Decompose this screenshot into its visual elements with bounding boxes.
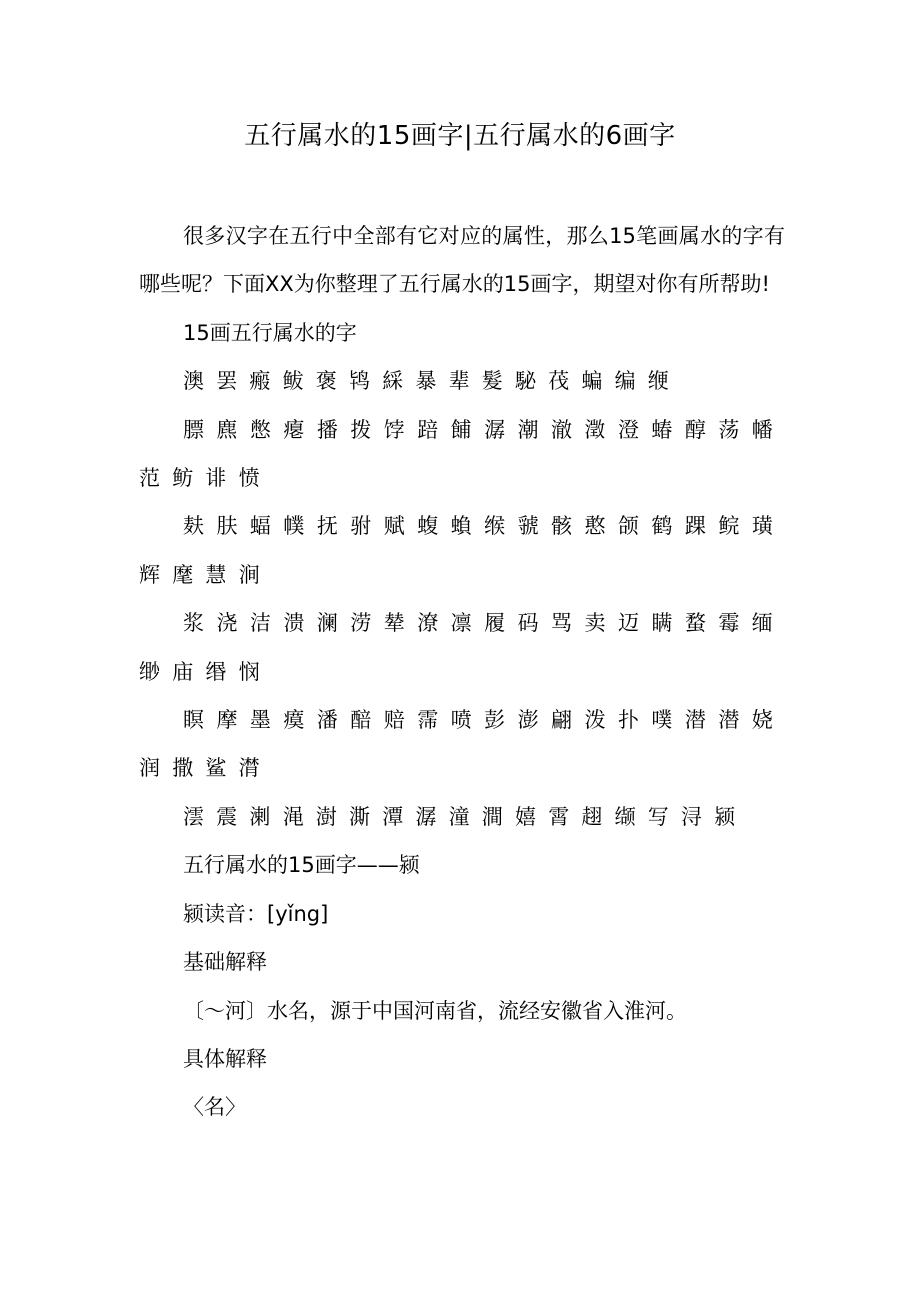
character-list: 麸肤蝠幞抚驸赋蝮蝜缑虢骸憨颌鹤踝鲩璜辉麾慧涧 xyxy=(139,514,785,587)
part-of-speech-label: 〈名〉 xyxy=(183,1095,246,1120)
character-list: 膘麃憋瘪播拨饽踣餔潺潮澈澂澄蝽醇荡幡范鲂诽愤 xyxy=(139,417,785,491)
document-title: 五行属水的15画字|五行属水的6画字 xyxy=(244,121,676,151)
detailed-explanation-heading: 具体解释 xyxy=(183,1046,267,1071)
basic-explanation-text: 〔～河〕水名，源于中国河南省，流经安徽省入淮河。 xyxy=(183,998,687,1023)
subsection-heading: 五行属水的15画字——颍 xyxy=(183,853,420,878)
character-list: 澐震溂渑澍澌潭潺潼澗嬉霄趐缬写浔颍 xyxy=(183,804,748,829)
character-list: 澳罢瘢鲅褒鸨綵暴辈髮駜茷蝙编缏 xyxy=(183,369,681,394)
section-heading: 15画五行属水的字 xyxy=(183,320,357,345)
pronunciation-line: 颍读音：[yǐng] xyxy=(183,901,329,926)
character-list: 浆浇洁溃澜涝辇潦凛履码骂卖迈瞒蝥霉缅缈庙缗悯 xyxy=(139,611,785,684)
intro-paragraph: 很多汉字在五行中全部有它对应的属性，那么15笔画属水的字有哪些呢？下面XX为你整理了五行属水的15画字，期望对你有所帮助! xyxy=(139,224,785,297)
document-body xyxy=(139,212,785,1132)
basic-explanation-heading: 基础解释 xyxy=(183,950,267,975)
character-list: 瞑摩墨瘼潘醅赔霈喷彭澎翩泼扑噗潜潜娆润撒鲨潸 xyxy=(139,708,785,781)
